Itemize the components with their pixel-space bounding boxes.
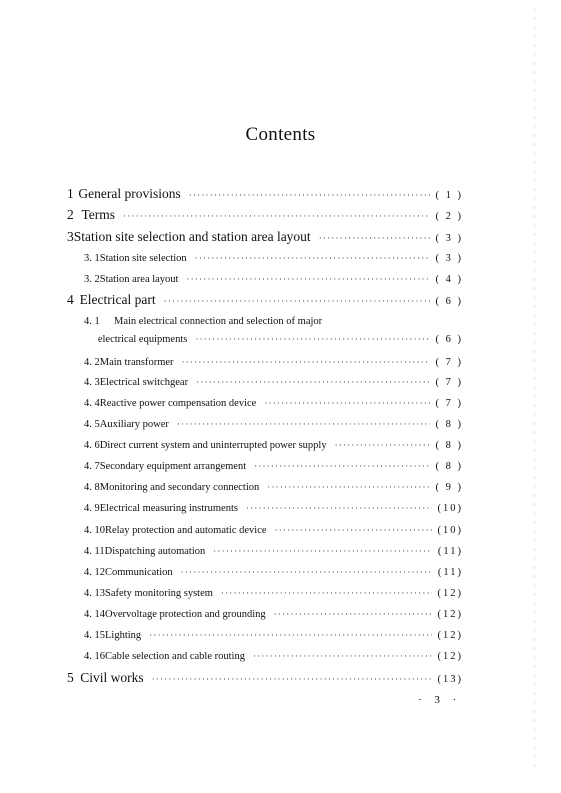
toc-entry-number: 5 [67, 670, 74, 685]
toc-entry-page: ( 1 ) [435, 190, 463, 201]
dot-leader [221, 588, 432, 598]
toc-entry [84, 419, 463, 430]
toc-entry-number: 4. 4 [84, 398, 100, 409]
toc-entry-page: (13) [437, 674, 463, 685]
toc-entry-title: General provisions [78, 186, 181, 201]
toc-entry [84, 334, 463, 345]
toc-entry-title: Auxiliary power [99, 419, 169, 430]
toc-entry [67, 207, 463, 223]
toc-entry-page: ( 8 ) [435, 440, 463, 451]
dot-leader [149, 630, 431, 640]
toc-entry-number: 4. 8 [84, 482, 100, 493]
dot-leader [319, 233, 430, 243]
toc-entry-title: Terms [81, 207, 116, 222]
dot-leader [274, 609, 432, 619]
dot-leader [195, 334, 429, 344]
toc-entry-title: Monitoring and secondary connection [99, 482, 260, 493]
toc-entry-number: 4. 10 [84, 525, 105, 536]
dot-leader [123, 211, 429, 221]
toc-entry-page: ( 7 ) [435, 377, 463, 388]
toc-entry [67, 186, 463, 202]
dot-leader [335, 440, 430, 450]
toc-entry-number: 1 [67, 186, 74, 201]
dot-leader [186, 274, 429, 284]
toc-entry [84, 482, 463, 493]
toc-entry-number: 4. 6 [84, 440, 100, 451]
page-edge-line [534, 8, 535, 768]
toc-entry-title: Reactive power compensation device [99, 398, 257, 409]
toc-entry-page: ( 8 ) [435, 419, 463, 430]
toc-entry [67, 229, 463, 245]
toc-entry-title: Direct current system and uninterrupted power supply [99, 440, 327, 451]
dot-leader [213, 546, 432, 556]
toc-entry-number: 4. 15 [84, 630, 105, 641]
toc-entry-number: 3. 1 [84, 253, 100, 264]
toc-entry [84, 398, 463, 409]
toc-entry-number: 4. 9 [84, 503, 100, 514]
toc-entry-page: (10) [437, 525, 463, 536]
toc-entry-number: 4. 2 [84, 357, 100, 368]
toc-entry [84, 461, 463, 472]
dot-leader [181, 567, 432, 577]
toc-entry-page: ( 6 ) [435, 334, 463, 345]
toc-entry-title: Secondary equipment arrangement [99, 461, 247, 472]
toc-entry [67, 292, 463, 308]
toc-entry-number: 4. 11 [84, 546, 105, 557]
toc-entry-page: (11) [437, 546, 463, 557]
toc-entry-number: 4. 12 [84, 567, 105, 578]
dot-leader [164, 296, 430, 306]
toc-entry-number: 4. 1 [84, 316, 100, 327]
toc-entry-title: Civil works [80, 670, 144, 685]
toc-entry [84, 377, 463, 388]
toc-entry-title: Station area layout [99, 274, 179, 285]
toc-entry-page: ( 3 ) [435, 233, 463, 244]
dot-leader [182, 357, 430, 367]
toc-entry-title: Station site selection and station area layout [73, 229, 311, 244]
toc-entry-page: (12) [437, 630, 463, 641]
toc-entry-page: ( 7 ) [435, 398, 463, 409]
toc-entry-number: 4. 14 [84, 609, 105, 620]
toc-entry-title: Communication [105, 567, 173, 578]
toc-entry [84, 630, 463, 641]
toc-entry-page: ( 8 ) [435, 461, 463, 472]
toc-entry-page: (12) [437, 609, 463, 620]
dot-leader [246, 503, 432, 513]
toc-entry-title: Electrical measuring instruments [99, 503, 238, 514]
dot-leader [267, 482, 429, 492]
toc-entry-title: Cable selection and cable routing [105, 651, 245, 662]
toc-entry-page: ( 3 ) [435, 253, 463, 264]
toc-entry-page: ( 4 ) [435, 274, 463, 285]
toc-entry-page: ( 6 ) [435, 296, 463, 307]
dot-leader [152, 674, 432, 684]
dot-leader [189, 190, 430, 200]
toc-entry-title: Main transformer [99, 357, 174, 368]
toc-entry-number: 4. 5 [84, 419, 100, 430]
toc-entry-page: (10) [437, 503, 463, 514]
dot-leader [196, 377, 429, 387]
dot-leader [275, 525, 432, 535]
page-number: · 3 · [418, 694, 462, 706]
toc-entry-number: 4. 13 [84, 588, 105, 599]
toc-entry-number: 4. 16 [84, 651, 105, 662]
toc-entry [84, 525, 463, 536]
page-title: Contents [245, 124, 316, 145]
toc-entry-number: 2 [67, 207, 74, 222]
toc-entry [84, 651, 463, 662]
toc-entry-page: (12) [437, 588, 463, 599]
toc-entry-title: Safety monitoring system [105, 588, 213, 599]
toc-entry-number: 3 [67, 229, 74, 244]
toc-entry-title: Electrical switchgear [99, 377, 189, 388]
toc-entry-number: 4 [67, 292, 74, 307]
dot-leader [264, 398, 429, 408]
toc-entry-number: 4. 3 [84, 377, 100, 388]
toc-entry-title: Electrical part [79, 292, 156, 307]
toc-entry-page: ( 9 ) [435, 482, 463, 493]
toc-entry [84, 546, 463, 557]
toc-entry-number: 3. 2 [84, 274, 100, 285]
toc-entry [84, 567, 463, 578]
toc-entry-title: Main electrical connection and selection of major [114, 316, 323, 327]
toc-entry-title: Station site selection [99, 253, 187, 264]
toc-entry [67, 670, 463, 686]
dot-leader [195, 253, 430, 263]
toc-entry [84, 316, 322, 327]
toc-entry [84, 357, 463, 368]
dot-leader [253, 651, 432, 661]
toc-entry-page: (12) [437, 651, 463, 662]
dot-leader [177, 419, 430, 429]
toc-entry-page: ( 7 ) [435, 357, 463, 368]
toc-entry [84, 503, 463, 514]
toc-entry [84, 440, 463, 451]
dot-leader [254, 461, 429, 471]
toc-entry-title: Overvoltage protection and grounding [105, 609, 266, 620]
toc-entry-title: electrical equipments [97, 334, 188, 345]
toc-entry-title: Lighting [105, 630, 142, 641]
toc-entry [84, 253, 463, 264]
toc-entry [84, 609, 463, 620]
toc-entry-page: (11) [437, 567, 463, 578]
toc-entry-title: Relay protection and automatic device [105, 525, 267, 536]
toc-entry-page: ( 2 ) [435, 211, 463, 222]
toc-entry-number: 4. 7 [84, 461, 100, 472]
toc-entry [84, 274, 463, 285]
toc-entry [84, 588, 463, 599]
toc-entry-title: Dispatching automation [104, 546, 206, 557]
